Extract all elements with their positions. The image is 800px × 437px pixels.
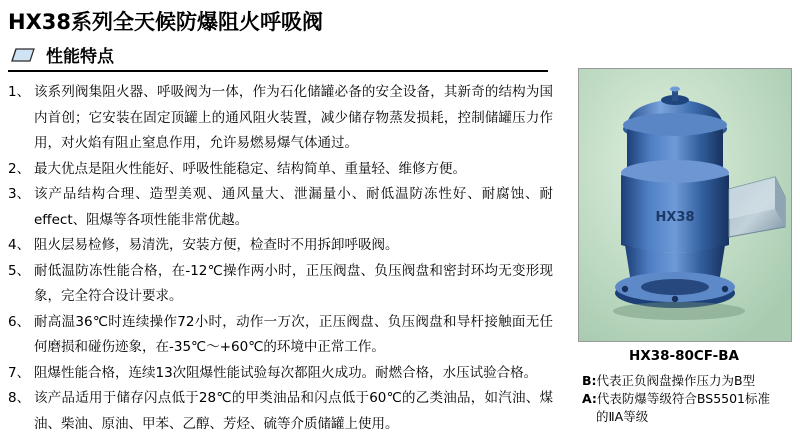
list-item-number: 2、 — [8, 160, 31, 177]
list-item — [8, 182, 553, 233]
product-photo — [578, 68, 792, 342]
list-item-number: 1、 — [8, 84, 31, 100]
list-item-number: 8、 — [8, 390, 31, 406]
list-item — [8, 259, 553, 310]
list-item-text: 耐低温防冻性能合格，在-12℃操作两小时，正压阀盘、负压阀盘和密封环均无变形现象，完全符合设计要求。 — [34, 262, 553, 304]
legend-row — [582, 390, 797, 408]
list-item — [8, 361, 553, 387]
figure-legend — [582, 372, 797, 426]
list-item — [8, 157, 553, 183]
list-item-number: 6、 — [8, 313, 31, 330]
section-title: 性能特点 — [46, 47, 114, 67]
legend-continuation: 的ⅡA等级 — [596, 409, 649, 424]
legend-value: 代表防爆等级符合BS5501标准 — [596, 391, 771, 406]
list-item-number: 7、 — [8, 364, 31, 381]
list-item-text: 该产品适用于储存闪点低于28℃的甲类油品和闪点低于60℃的乙类油品，如汽油、煤油、柴油、原油、甲苯、乙醇、芳烃、硫等介质储罐上使用。 — [34, 390, 553, 432]
list-item-text: 阻火层易检修，易清洗，安装方便，检查时不用拆卸呼吸阀。 — [34, 237, 399, 253]
header-divider — [8, 70, 548, 72]
valve-body-text: HX38 — [655, 210, 695, 225]
feature-list — [8, 80, 553, 437]
list-item-number: 3、 — [8, 186, 31, 202]
list-item-text: 耐高温36℃时连续操作72小时，动作一万次，正压阀盘、负压阀盘和导杆接触面无任何磨损和碰伤迹象，在-35℃～+60℃的环境中正常工作。 — [34, 313, 553, 355]
pencil-icon — [10, 47, 36, 63]
list-item — [8, 80, 553, 157]
list-item — [8, 233, 553, 259]
list-item-number: 5、 — [8, 262, 31, 279]
legend-key: B: — [582, 373, 597, 388]
legend-value: 代表正负阀盘操作压力为B型 — [596, 373, 756, 388]
list-item-text: 最大优点是阻火性能好、呼吸性能稳定、结构简单、重量轻、维修方便。 — [34, 160, 466, 177]
page-title: HX38系列全天候防爆阻火呼吸阀 — [8, 10, 323, 34]
figure-caption: HX38-80CF-BA — [629, 348, 739, 364]
list-item-number: 4、 — [8, 237, 31, 253]
list-item-text: 该产品结构合理、造型美观、通风量大、泄漏量小、耐低温防冻性好、耐腐蚀、耐effect、阻爆等各项性能非常优越。 — [34, 186, 553, 228]
list-item-text: 阻爆性能合格，连续13次阻爆性能试验每次都阻火成功。耐燃合格，水压试验合格。 — [34, 364, 538, 381]
legend-row — [582, 372, 797, 390]
list-item-text: 该系列阀集阻火器、呼吸阀为一体，作为石化储罐必备的安全设备，其新奇的结构为国内首创；它安装在固定顶罐上的通风阻火装置，减少储存物蒸发损耗，控制储罐压力作用，对火焰有阻止窒息作用，允许易燃易爆气体通过。 — [34, 84, 553, 151]
valve-illustration — [579, 69, 791, 341]
legend-key: A: — [582, 391, 597, 406]
list-item — [8, 310, 553, 361]
section-header — [10, 42, 114, 67]
list-item — [8, 386, 553, 437]
